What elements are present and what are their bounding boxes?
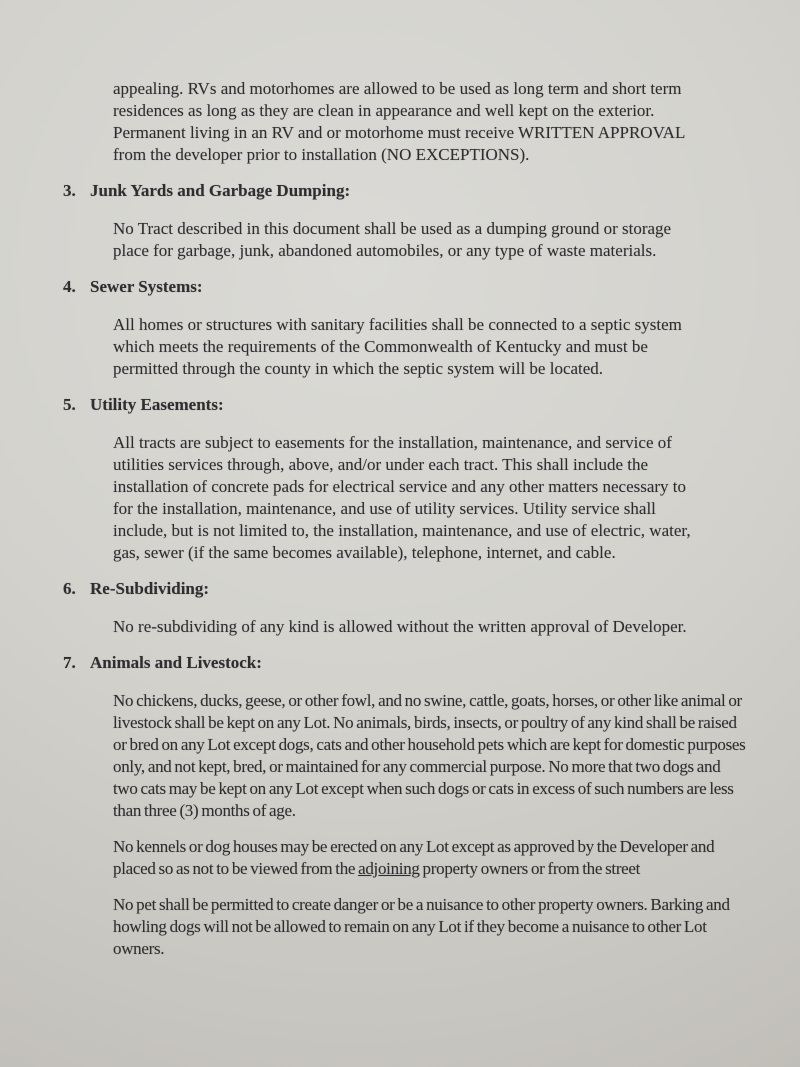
section-animals-livestock bbox=[63, 652, 745, 960]
paragraph-junk-yards: No Tract described in this document shall be used as a dumping ground or storage place for garbage, junk, abandoned automobiles, or any type of waste materials. bbox=[113, 219, 672, 260]
section-title: Utility Easements: bbox=[90, 395, 224, 414]
section-heading bbox=[63, 578, 745, 600]
kennels-text-before: No kennels or dog houses may be erected on any Lot except as approved by the Developer and placed so as not to be viewed from the bbox=[113, 837, 715, 878]
section-title: Junk Yards and Garbage Dumping: bbox=[90, 181, 351, 200]
section-junk-yards bbox=[63, 180, 745, 262]
kennels-underlined-word: adjoining bbox=[358, 859, 420, 878]
section-title: Sewer Systems: bbox=[90, 277, 203, 296]
section-number: 7. bbox=[63, 653, 76, 672]
section-number: 6. bbox=[63, 579, 76, 598]
section-heading bbox=[63, 394, 745, 416]
section-number: 4. bbox=[63, 277, 76, 296]
paragraph-rv-continuation: appealing. RVs and motorhomes are allowed to be used as long term and short term residences as long as they are clean in appearance and well kept on the exterior. Permanent living in an RV and or motorhome must receive WRITTEN APPROVAL from the developer prior to installation (NO EXCEPTIONS). bbox=[113, 79, 685, 164]
section-title: Re-Subdividing: bbox=[90, 579, 210, 598]
kennels-text-after: property owners or from the street bbox=[419, 859, 641, 878]
section-re-subdividing bbox=[63, 578, 745, 638]
section-heading bbox=[63, 180, 745, 202]
section-sewer-systems bbox=[63, 276, 745, 380]
paragraph-utility-easements: All tracts are subject to easements for the installation, maintenance, and service of utilities services through, above, and/or under each tract. This shall include the installation of concrete pads for electrical service and any other matters necessary to for the installation, maintenance, and use of utility services. Utility service shall include, but is not limited to, the installation, maintenance, and use of electric, water, gas, sewer (if the same becomes available), telephone, internet, and cable. bbox=[113, 433, 691, 562]
paragraph-animals-rules: No chickens, ducks, geese, or other fowl, and no swine, cattle, goats, horses, or other like animal or livestock shall be kept on any Lot. No animals, birds, insects, or poultry of any kind shall be raised or bred on any Lot except dogs, cats and other household pets which are kept for domestic purposes only, and not kept, bred, or maintained for any commercial purpose. No more that two dogs and two cats may be kept on any Lot except when such dogs or cats in excess of such numbers are less than three (3) months of age. bbox=[113, 691, 746, 820]
section-heading bbox=[63, 276, 745, 298]
section-utility-easements bbox=[63, 394, 745, 564]
paragraph-re-subdividing: No re-subdividing of any kind is allowed without the written approval of Developer. bbox=[113, 617, 687, 636]
section-number: 5. bbox=[63, 395, 76, 414]
paragraph-sewer-systems: All homes or structures with sanitary facilities shall be connected to a septic system which meets the requirements of the Commonwealth of Kentucky and must be permitted through the county in which the septic system will be located. bbox=[113, 315, 682, 378]
section-number: 3. bbox=[63, 181, 76, 200]
section-heading bbox=[63, 652, 745, 674]
paragraph-kennels bbox=[113, 836, 747, 880]
paragraph-pet-nuisance: No pet shall be permitted to create danger or be a nuisance to other property owners. Barking and howling dogs will not be allowed to remain on any Lot if they become a nuisance to other Lot owners. bbox=[113, 895, 730, 958]
section-title: Animals and Livestock: bbox=[90, 653, 262, 672]
